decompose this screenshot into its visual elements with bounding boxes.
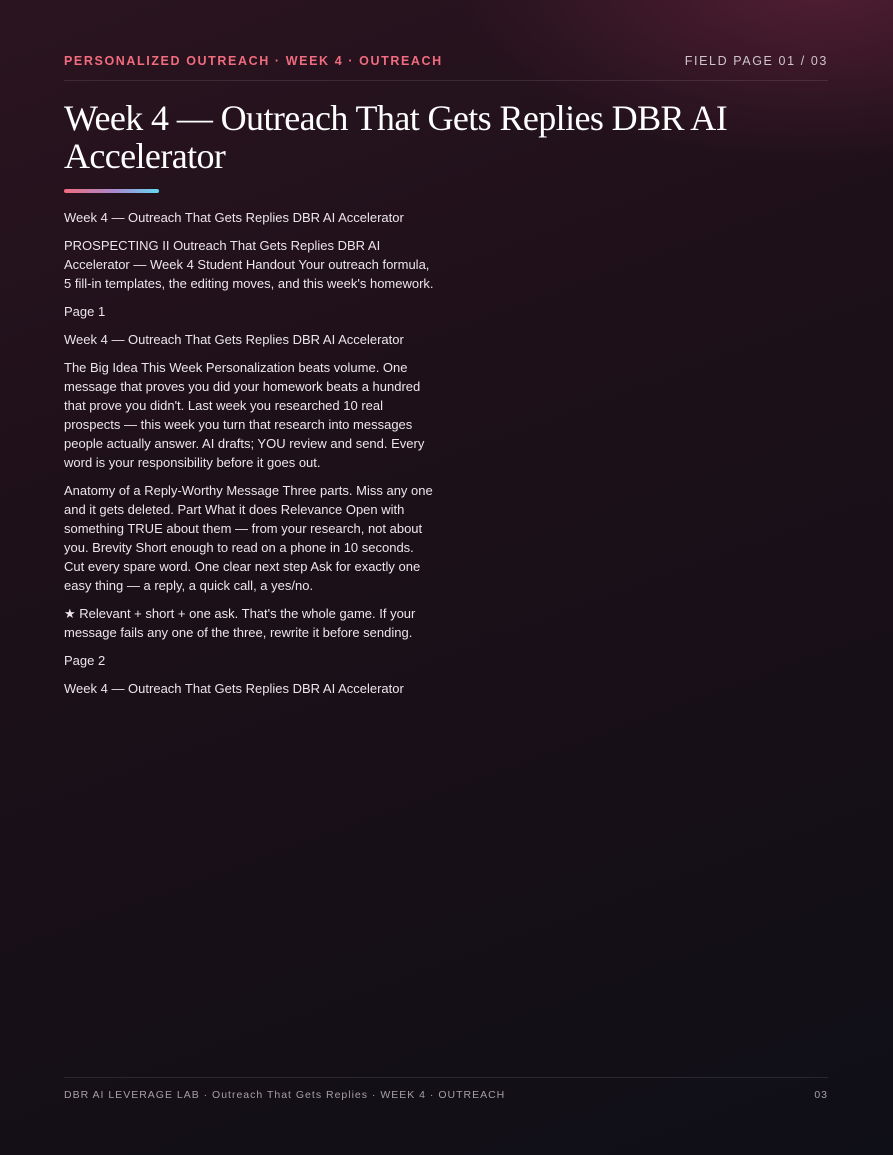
footer-page-number: 03 (814, 1089, 828, 1101)
page-reference: FIELD PAGE 01 / 03 (684, 54, 828, 68)
footer-label: DBR AI LEVERAGE LAB · Outreach That Gets Replies · WEEK 4 · OUTREACH (64, 1089, 506, 1101)
title-accent-rule (64, 189, 159, 193)
page-footer (64, 1077, 828, 1106)
running-header: Week 4 — Outreach That Gets Replies DBR AI Accelerator (64, 332, 404, 347)
page-marker: Page 2 (64, 653, 106, 668)
key-rule-paragraph: ★ Relevant + short + one ask. That's the whole game. If your message fails any one of the three, rewrite it before sending. (64, 606, 416, 640)
page-title: Week 4 — Outreach That Gets Replies DBR AI Accelerator (64, 98, 728, 176)
big-idea-paragraph: The Big Idea This Week Personalization beats volume. One message that proves you did your homework beats a hundred that prove you didn't. Last week you researched 10 real prospects — this week you turn that research into messages people actually answer. AI drafts; YOU review and send. Every word is your responsibility before it goes out. (64, 360, 425, 470)
handout-page (64, 0, 828, 1155)
anatomy-paragraph: Anatomy of a Reply-Worthy Message Three parts. Miss any one and it gets deleted. Part What it does Relevance Open with something TRUE about them — from your research, not about you. Brevity Short enough to read on a phone in 10 seconds. Cut every spare word. One clear next step Ask for exactly one easy thing — a reply, a quick call, a yes/no. (64, 483, 433, 593)
page-header (64, 54, 828, 81)
intro-paragraph: PROSPECTING II Outreach That Gets Replies DBR AI Accelerator — Week 4 Student Handout Your outreach formula, 5 fill-in templates, the editing moves, and this week's homework. (64, 238, 434, 291)
eyebrow-label: PERSONALIZED OUTREACH · WEEK 4 · OUTREACH (64, 54, 443, 68)
running-header: Week 4 — Outreach That Gets Replies DBR AI Accelerator (64, 681, 404, 696)
page-marker: Page 1 (64, 304, 106, 319)
body-content (64, 208, 436, 707)
running-header: Week 4 — Outreach That Gets Replies DBR AI Accelerator (64, 210, 404, 225)
